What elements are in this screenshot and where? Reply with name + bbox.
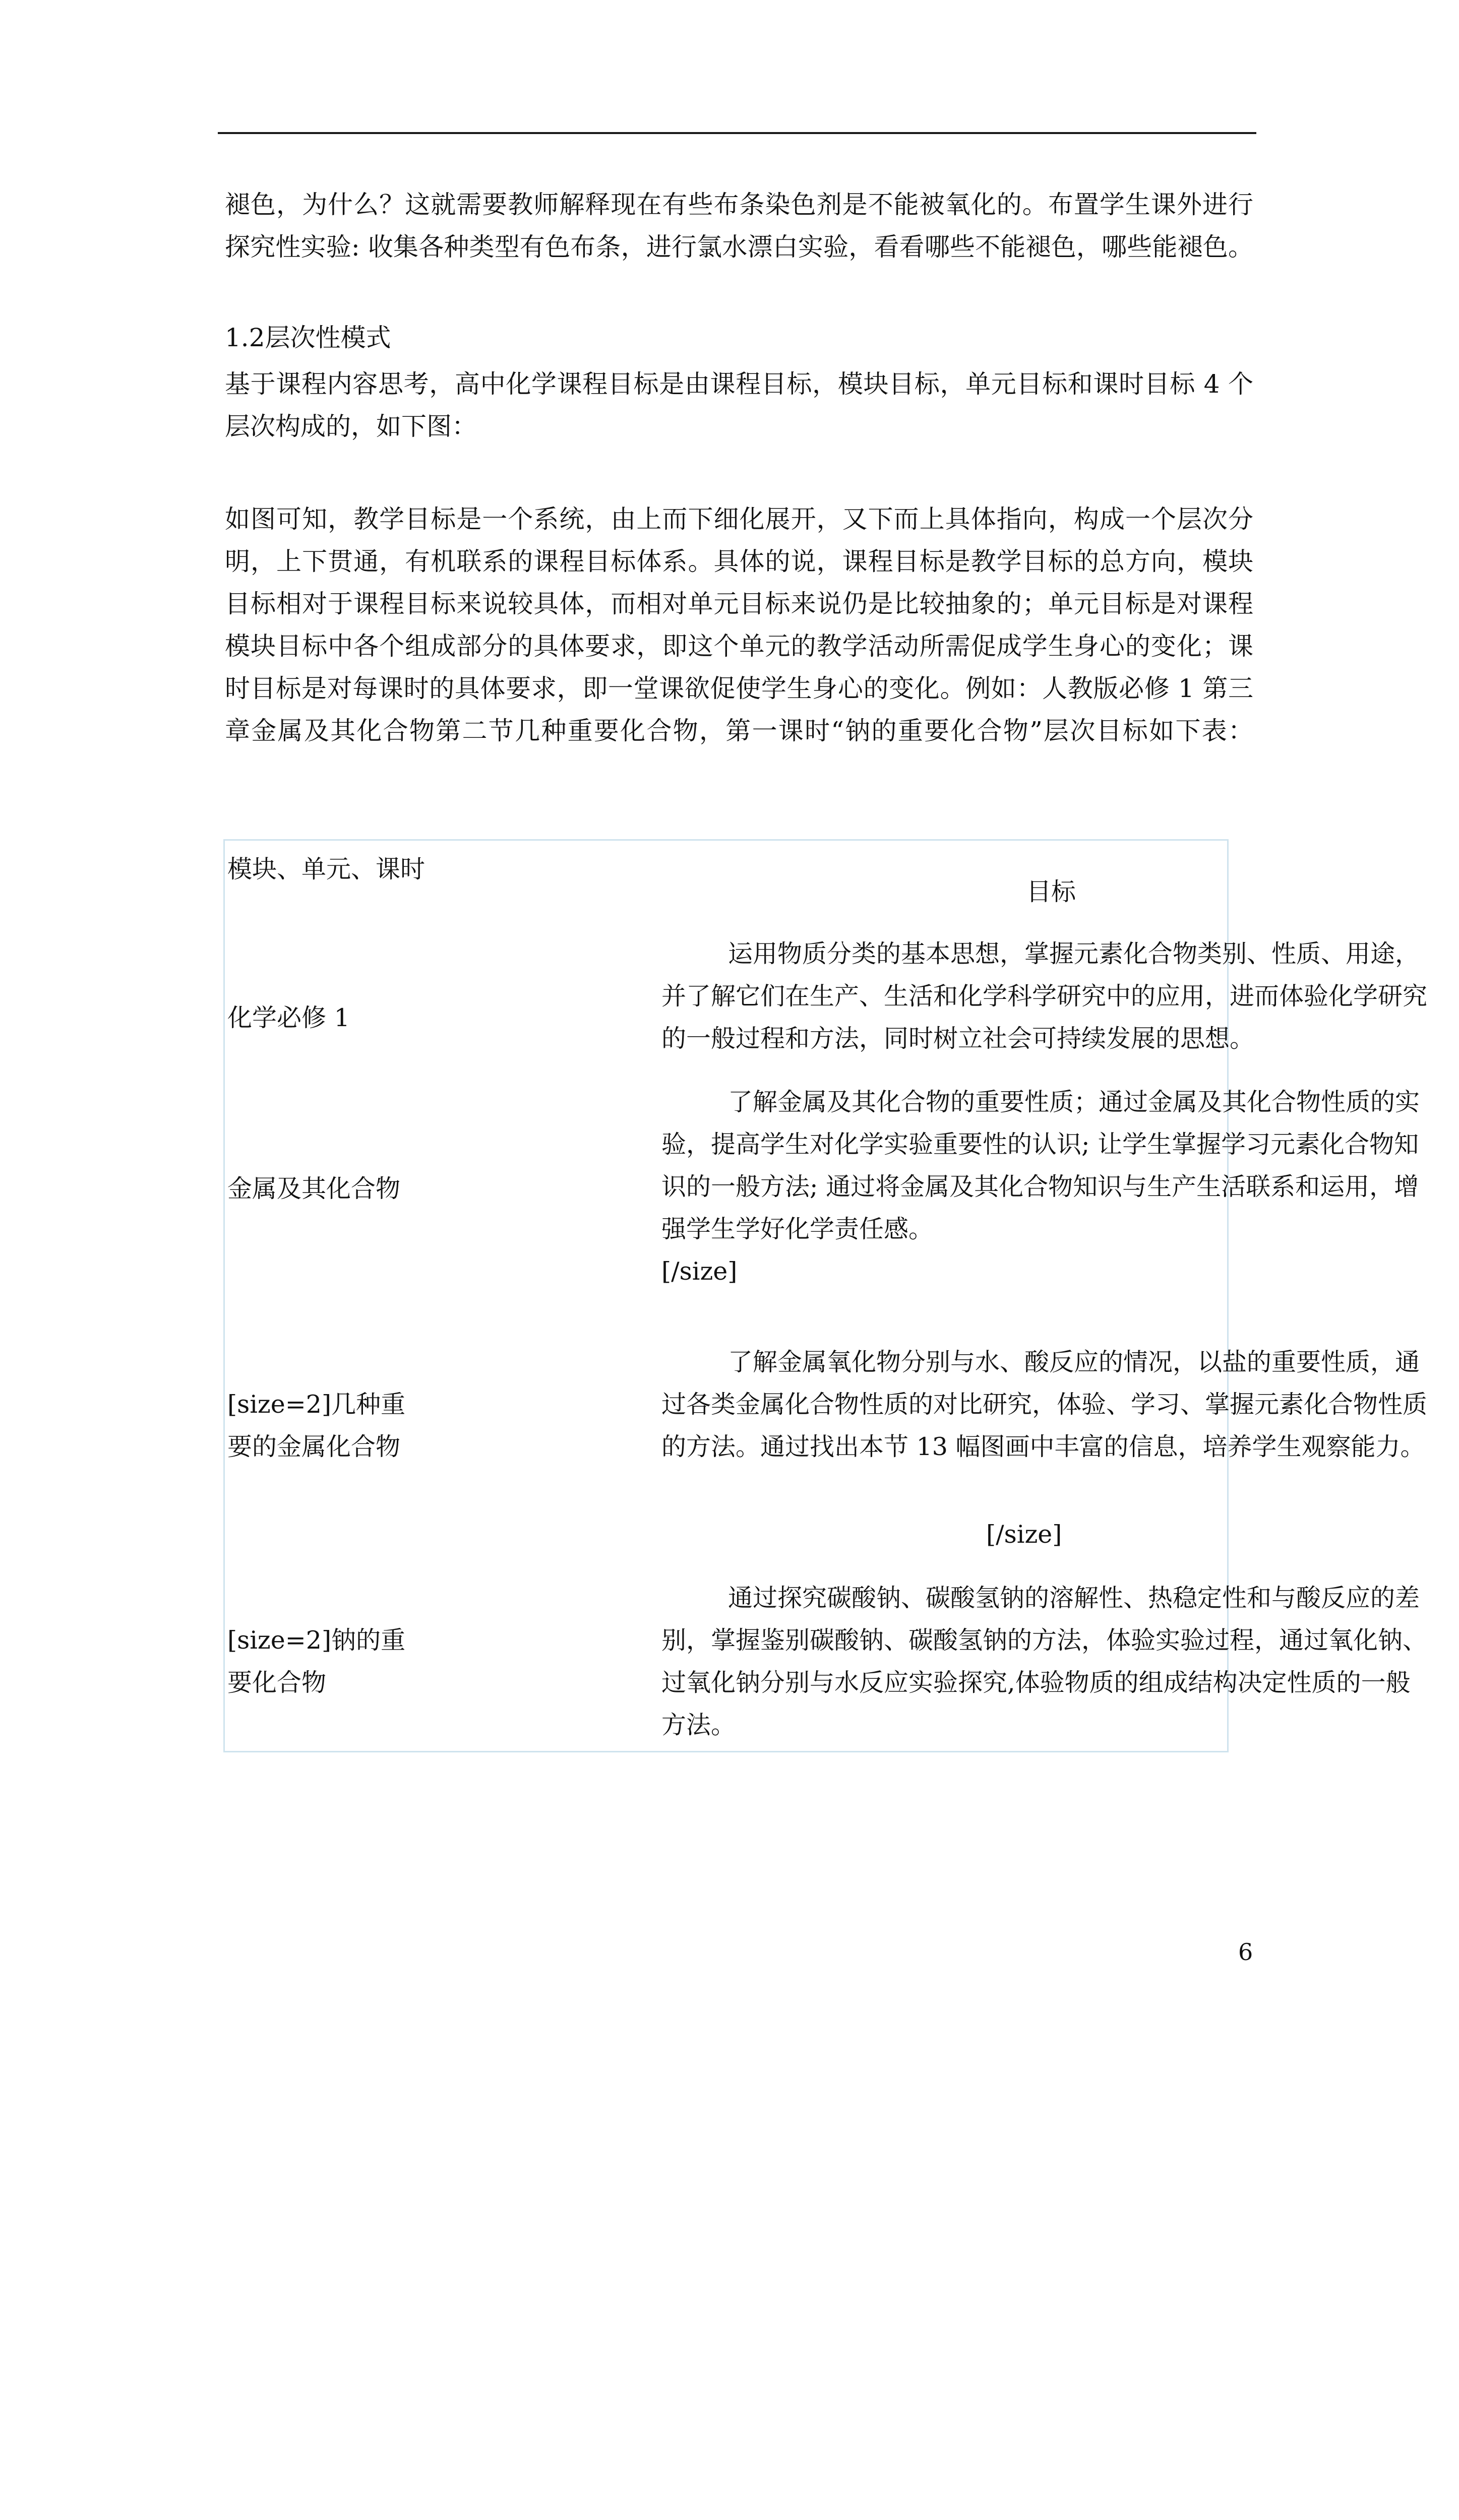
section-heading: 1.2层次性模式 bbox=[225, 323, 391, 352]
goal-line: 别，掌握鉴别碳酸钠、碳酸氢钠的方法，体验实验过程，通过氧化钠、 bbox=[661, 1626, 1428, 1655]
goal-line: 并了解它们在生产、生活和化学科学研究中的应用，进而体验化学研究 bbox=[661, 982, 1428, 1011]
goal-line: 强学生学好化学责任感。 bbox=[661, 1215, 934, 1243]
paragraph-line: 如图可知，教学目标是一个系统，由上而下细化展开，又下而上具体指向，构成一个层次分 bbox=[225, 505, 1253, 534]
row-label: 金属及其化合物 bbox=[227, 1174, 401, 1203]
table-header-module: 模块、单元、课时 bbox=[227, 855, 425, 884]
header-rule bbox=[218, 132, 1256, 134]
intro-line: 层次构成的，如下图： bbox=[225, 412, 477, 441]
paragraph-line: 章金属及其化合物第二节几种重要化合物，第一课时“钠的重要化合物”层次目标如下表： bbox=[225, 716, 1253, 745]
goal-line: [/size] bbox=[986, 1520, 1062, 1549]
paragraph-line: 目标相对于课程目标来说较具体，而相对单元目标来说仍是比较抽象的；单元目标是对课程 bbox=[225, 589, 1253, 618]
page-number: 6 bbox=[1238, 1938, 1253, 1966]
row-label: 化学必修 1 bbox=[227, 1003, 350, 1032]
body-line: 褪色，为什么？这就需要教师解释现在有些布条染色剂是不能被氧化的。布置学生课外进行 bbox=[225, 190, 1253, 219]
intro-line: 基于课程内容思考，高中化学课程目标是由课程目标，模块目标，单元目标和课时目标 4 个 bbox=[225, 369, 1253, 399]
row-label: 要的金属化合物 bbox=[227, 1432, 401, 1461]
paragraph-line: 明，上下贯通，有机联系的课程目标体系。具体的说，课程目标是教学目标的总方向，模块 bbox=[225, 547, 1253, 576]
goal-line: 了解金属及其化合物的重要性质；通过金属及其化合物性质的实 bbox=[728, 1088, 1420, 1116]
goal-line: 了解金属氧化物分别与水、酸反应的情况，以盐的重要性质，通 bbox=[728, 1348, 1420, 1376]
row-label: [size=2]钠的重 bbox=[227, 1626, 406, 1655]
paragraph-line: 模块目标中各个组成部分的具体要求，即这个单元的教学活动所需促成学生身心的变化；课 bbox=[225, 632, 1253, 661]
row-label: [size=2]几种重 bbox=[227, 1390, 406, 1419]
paragraph-line: 时目标是对每课时的具体要求，即一堂课欲促使学生身心的变化。例如：人教版必修 1 第三 bbox=[225, 674, 1253, 703]
goal-column bbox=[658, 841, 1452, 2520]
goal-line: 的方法。通过找出本节 13 幅图画中丰富的信息，培养学生观察能力。 bbox=[661, 1432, 1425, 1461]
body-line: 探究性实验: 收集各种类型有色布条，进行氯水漂白实验，看看哪些不能褪色，哪些能褪色。 bbox=[225, 232, 1253, 262]
goal-line: 通过探究碳酸钠、碳酸氢钠的溶解性、热稳定性和与酸反应的差 bbox=[728, 1584, 1420, 1612]
goal-line: 过各类金属化合物性质的对比研究，体验、学习、掌握元素化合物性质 bbox=[661, 1390, 1428, 1419]
goal-line: 验，提高学生对化学实验重要性的认识; 让学生掌握学习元素化合物知 bbox=[661, 1130, 1419, 1159]
row-label: 要化合物 bbox=[227, 1668, 327, 1697]
objectives-table bbox=[223, 839, 1428, 1752]
goal-line: 识的一般方法; 通过将金属及其化合物知识与生产生活联系和运用，增 bbox=[661, 1172, 1419, 1201]
table-header-goal: 目标 bbox=[1026, 877, 1076, 906]
goal-line: 运用物质分类的基本思想，掌握元素化合物类别、性质、用途， bbox=[728, 939, 1420, 968]
goal-line: 过氧化钠分别与水反应实验探究,体验物质的组成结构决定性质的一般 bbox=[661, 1668, 1411, 1697]
goal-line: [/size] bbox=[661, 1257, 738, 1286]
goal-line: 的一般过程和方法，同时树立社会可持续发展的思想。 bbox=[661, 1024, 1255, 1053]
goal-line: 方法。 bbox=[661, 1711, 736, 1739]
